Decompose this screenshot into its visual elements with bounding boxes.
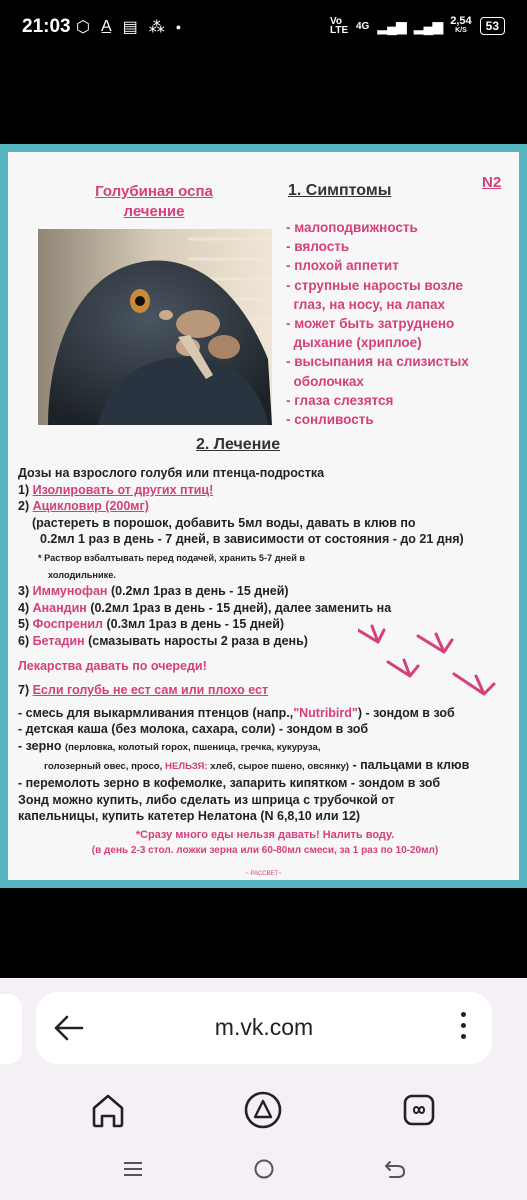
recent-apps-icon[interactable]: [118, 1154, 148, 1184]
treatment-item-2: 2) Ацикловир (200мг): [18, 499, 149, 514]
treatment-item-7: 7) Если голубь не ест сам или плохо ест: [18, 683, 269, 698]
poster-title: [74, 182, 234, 222]
symptom-item: оболочках: [286, 373, 364, 389]
treatment-item-3: 3) Иммунофан (0.2мл 1раз в день - 15 дней): [18, 584, 289, 599]
apps-notification-icon: ⁂: [148, 19, 165, 36]
volte-indicator: Vo LTE: [329, 16, 349, 36]
notification-icons: [76, 17, 181, 37]
drug-name: Иммунофан: [32, 584, 108, 599]
app-notification-icon: ⬡: [76, 19, 90, 36]
warning-line-2: (в день 2-3 стол. ложки зерна или 60-80мл смеси, за 1 раз по 10-20мл): [91, 845, 439, 857]
speed-unit: K/S: [455, 27, 467, 34]
isolate-note: Изолировать от других птиц!: [32, 482, 214, 497]
drug-name: Ацикловир (200мг): [32, 499, 149, 514]
speed-indicator: [450, 16, 471, 36]
bird-tracks-decoration: [358, 622, 498, 702]
tabs-icon[interactable]: [395, 1086, 443, 1134]
feeding-option-2: - детская каша (без молока, сахара, соли) - зондом в зоб: [18, 722, 369, 737]
dot-icon: ●: [175, 22, 182, 32]
assistant-icon[interactable]: [239, 1086, 287, 1134]
url-text[interactable]: m.vk.com: [214, 1014, 314, 1040]
system-indicators: [330, 16, 505, 36]
status-time: 21:03: [22, 16, 71, 37]
network-type: 4G: [355, 20, 370, 32]
poster-title-line2: лечение: [123, 203, 185, 220]
home-circle-icon[interactable]: [249, 1154, 279, 1184]
system-navigation: [0, 1146, 527, 1196]
feeding-heading: Если голубь не ест сам или плохо ест: [32, 683, 269, 698]
back-system-icon[interactable]: [380, 1154, 410, 1184]
feeding-option-1: - смесь для выкармливания птенцов (напр.,"Nutribird") - зондом в зоб: [18, 705, 455, 720]
symptoms-heading: 1. Симптомы: [288, 182, 392, 199]
text-notification-icon: A̲: [100, 18, 112, 35]
symptom-item: - сонливость: [286, 412, 374, 428]
order-note: Лекарства давать по очереди!: [18, 658, 207, 673]
forbidden-label: НЕЛЬЗЯ:: [165, 760, 208, 772]
battery-icon: 53: [480, 17, 505, 35]
treatment-item-5: 5) Фоспренил (0.3мл 1раз в день - 15 дней): [18, 617, 285, 632]
poster-card: [8, 152, 519, 880]
item-2-note-2: холодильнике.: [48, 569, 116, 580]
status-bar: [0, 0, 527, 56]
signal-icon-2: ▂▄▆: [413, 17, 443, 34]
symptom-item: - глаза слезятся: [286, 392, 394, 408]
symptom-item: - вялость: [286, 239, 350, 255]
drug-name: Анандин: [32, 600, 87, 615]
poster-image: [0, 144, 527, 888]
symptom-item: - высыпания на слизистых: [286, 354, 469, 370]
browser-toolbar: [0, 978, 527, 1200]
home-icon[interactable]: [84, 1086, 132, 1134]
drug-name: Фоспренил: [32, 617, 103, 632]
symptoms-list: [286, 218, 518, 429]
treatment-item-1: 1) Изолировать от других птиц!: [18, 482, 214, 497]
dose-intro: Дозы на взрослого голубя или птенца-подростка: [18, 466, 325, 480]
probe-note-2: капельницы, купить катетер Нелатона (N 6,8,10 или 12): [18, 809, 361, 824]
treatment-item-4: 4) Анандин (0.2мл 1раз в день - 15 дней), далее заменить на: [18, 600, 392, 615]
previous-tab-card[interactable]: [0, 994, 22, 1064]
feeding-option-3: - зерно (перловка, колотый горох, пшеница, гречка, кукуруза,: [18, 738, 321, 753]
address-bar[interactable]: [36, 992, 492, 1064]
item-2-detail-2: 0.2мл 1 раз в день - 7 дней, в зависимости от состояния - до 21 дня): [40, 532, 464, 547]
poster-footer: ~ РАССВЕТ~: [245, 871, 282, 877]
poster-title-line1: Голубиная оспа: [95, 183, 213, 200]
item-2-note-1: * Раствор взбалтывать перед подачей, хранить 5-7 дней в: [38, 552, 306, 563]
feeding-option-4: - перемолоть зерно в кофемолке, запарить кипятком - зондом в зоб: [18, 776, 441, 791]
feeding-option-3-cont: голозерный овес, просо, НЕЛЬЗЯ: хлеб, сырое пшено, овсянку) - пальцами в клюв: [44, 757, 470, 772]
symptom-item: глаз, на носу, на лапах: [286, 296, 446, 312]
drug-name: Бетадин: [32, 633, 85, 648]
signal-icon: ▂▄▆: [377, 17, 406, 34]
probe-note-1: Зонд можно купить, либо сделать из шприца с трубочкой от: [18, 792, 395, 807]
more-vertical-icon[interactable]: [458, 1012, 468, 1044]
browser-bottom-nav: [0, 1082, 527, 1138]
symptom-item: - плохой аппетит: [286, 258, 399, 274]
symptom-item: - малоподвижность: [286, 220, 418, 235]
symptom-item: дыхание (хриплое): [286, 335, 422, 351]
brand-name: "Nutribird": [293, 705, 358, 720]
treatment-item-6: 6) Бетадин (смазывать наросты 2 раза в день): [18, 633, 308, 648]
warning-line-1: *Сразу много еды нельзя давать! Налить воду.: [135, 828, 395, 841]
treatment-heading: 2. Лечение: [196, 436, 281, 453]
calendar-notification-icon: ▤: [122, 19, 138, 36]
poster-number: N2: [482, 174, 502, 191]
pigeon-photo: [38, 229, 272, 425]
speed-value: 2,54: [450, 15, 472, 27]
symptom-item: - может быть затруднено: [286, 316, 455, 332]
item-2-detail-1: (растереть в порошок, добавить 5мл воды, давать в клюв по: [32, 515, 416, 530]
symptom-item: - струпные наросты возле: [286, 277, 464, 293]
